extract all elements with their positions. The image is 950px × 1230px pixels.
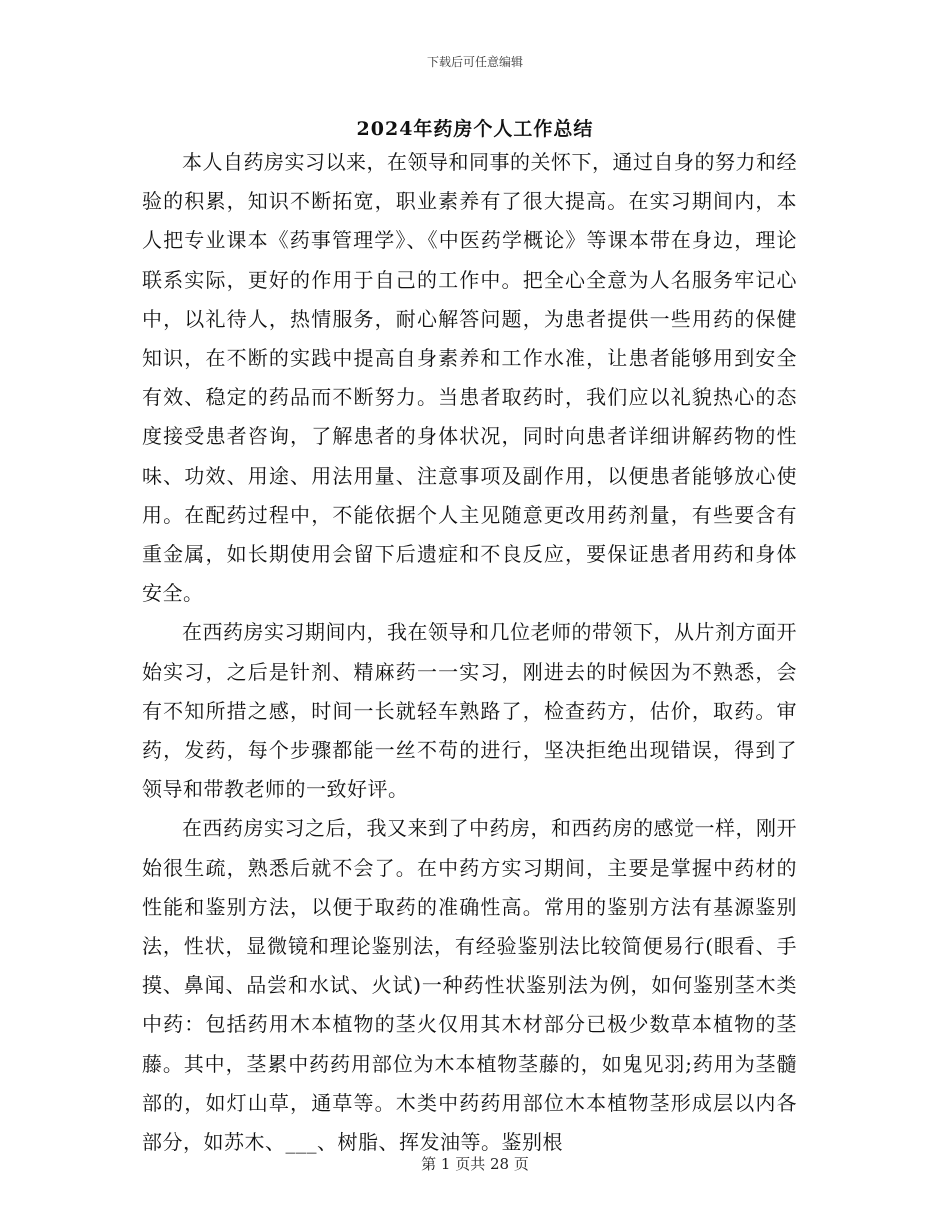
paragraph-1: 本人自药房实习以来，在领导和同事的关怀下，通过自身的努力和经验的积累，知识不断拓宽，职业素养有了很大提高。在实习期间内，本人把专业课本《药事管理学》、《中医药学概论》等课本带在身边，理论联系实际，更好的作用于自己的工作中。把全心全意为人名服务牢记心中，以礼待人，热情服务，耐心解答问题，为患者提供一些用药的保健知识，在不断的实践中提高自身素养和工作水准，让患者能够用到安全有效、稳定的药品而不断努力。当患者取药时，我们应以礼貌热心的态度接受患者咨询，了解患者的身体状况，同时向患者详细讲解药物的性味、功效、用途、用法用量、注意事项及副作用，以便患者能够放心使用。在配药过程中，不能依据个人主见随意更改用药剂量，有些要含有重金属，如长期使用会留下后遗症和不良反应，要保证患者用药和身体安全。 — [142, 150, 797, 606]
page-header: 下载后可任意编辑 — [426, 55, 523, 69]
paragraph-3: 在西药房实习之后，我又来到了中药房，和西药房的感觉一样，刚开始很生疏，熟悉后就不会了。在中药方实习期间，主要是掌握中药材的性能和鉴别方法，以便于取药的准确性高。常用的鉴别方法有基源鉴别法，性状，显微镜和理论鉴别法，有经验鉴别法比较简便易行(眼看、手摸、鼻闻、品尝和水试、火试)一种药性状鉴别法为例，如何鉴别茎木类中药：包括药用木本植物的茎火仅用其木材部分已极少数草本植物的茎藤。其中，茎累中药药用部位为木本植物茎藤的，如鬼见羽;药用为茎髓部的，如灯山草，通草等。木类中药药用部位木本植物茎形成层以内各部分，如苏木、___、树脂、挥发油等。鉴别根 — [142, 816, 797, 1155]
document-body — [142, 143, 797, 1162]
page-number: 第 1 页共 28 页 — [421, 1155, 529, 1173]
document-title: 2024年药房个人工作总结 — [356, 118, 594, 140]
paragraph-2: 在西药房实习期间内，我在领导和几位老师的带领下，从片剂方面开始实习，之后是针剂、精麻药一一实习，刚进去的时候因为不熟悉，会有不知所措之感，时间一长就轻车熟路了，检查药方，估价，取药。审药，发药，每个步骤都能一丝不苟的进行，坚决拒绝出现错误，得到了领导和带教老师的一致好评。 — [142, 620, 797, 802]
